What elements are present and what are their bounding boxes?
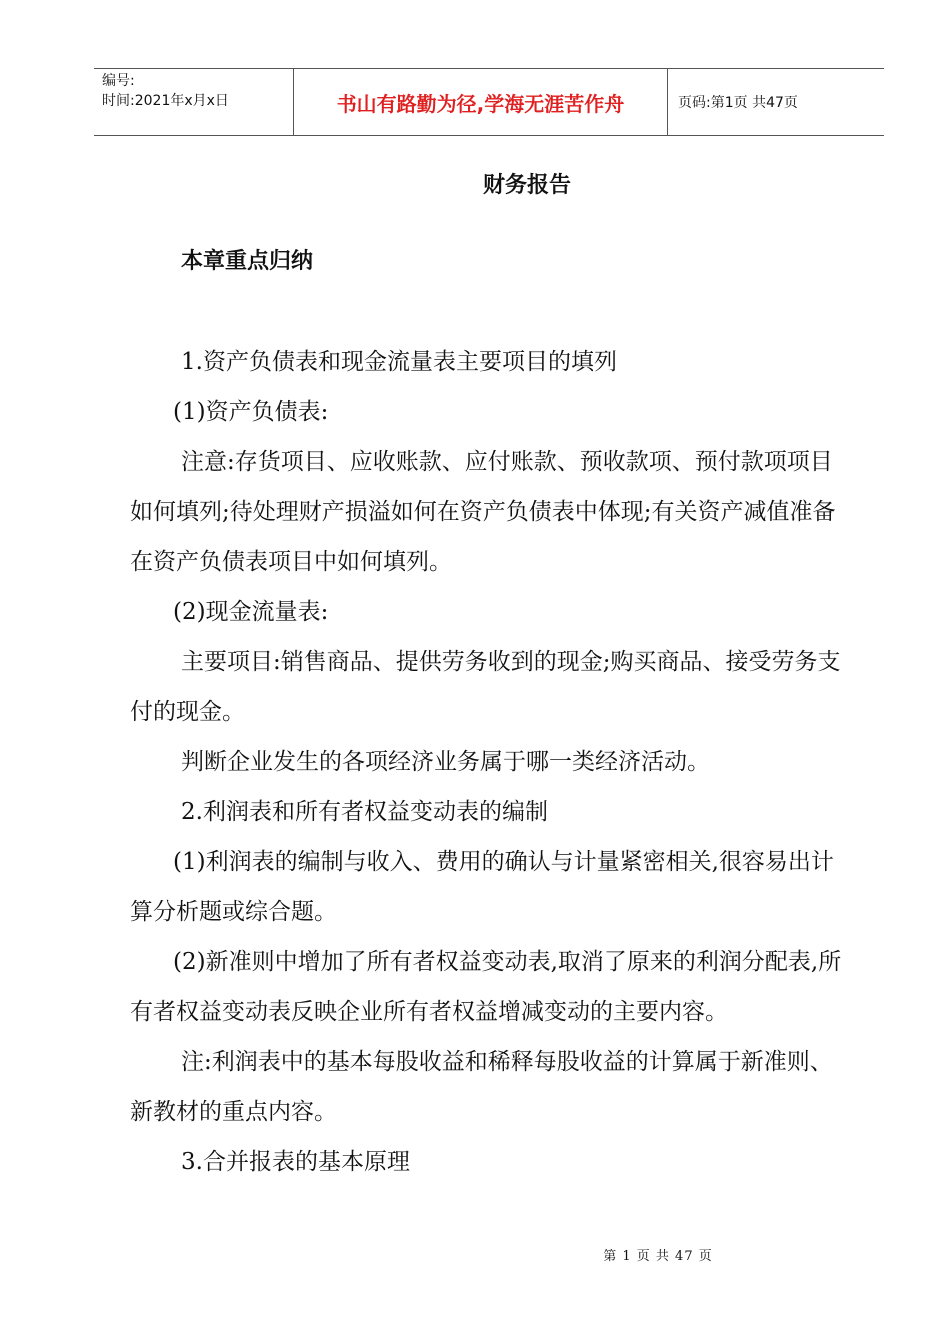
number-label: 编号:: [102, 73, 135, 89]
paragraph: (2)新准则中增加了所有者权益变动表,取消了原来的利润分配表,所有者权益变动表反映企业所有者权益增减变动的主要内容。: [130, 949, 842, 1025]
paragraph: 主要项目:销售商品、提供劳务收到的现金;购买商品、接受劳务支付的现金。: [130, 649, 841, 725]
paragraph: (1)利润表的编制与收入、费用的确认与计量紧密相关,很容易出计算分析题或综合题。: [130, 849, 834, 925]
paragraph: 判断企业发生的各项经济业务属于哪一类经济活动。: [181, 749, 710, 775]
page-footer: 第 1 页 共 47 页: [603, 1249, 713, 1264]
paragraph: (1)资产负债表:: [173, 399, 329, 425]
paragraph: 注:利润表中的基本每股收益和稀释每股收益的计算属于新准则、新教材的重点内容。: [130, 1049, 833, 1125]
paragraph: 1.资产负债表和现金流量表主要项目的填列: [181, 349, 617, 375]
paragraph: (2)现金流量表:: [173, 599, 329, 625]
paragraph: 2.利润表和所有者权益变动表的编制: [181, 799, 548, 825]
time-label: 时间:2021年x月x日: [102, 93, 229, 109]
document-body: [130, 337, 846, 1187]
page-header: [94, 68, 884, 136]
paragraph: 3.合并报表的基本原理: [181, 1149, 410, 1175]
paragraph: 注意:存货项目、应收账款、应付账款、预收款项、预付款项项目如何填列;待处理财产损溢如何在资产负债表中体现;有关资产减值准备在资产负债表项目中如何填列。: [130, 449, 836, 575]
header-motto: 书山有路勤为径,学海无涯苦作舟: [294, 69, 668, 135]
chapter-heading: 本章重点归纳: [181, 249, 314, 274]
header-meta: [94, 69, 294, 135]
header-page-info: 页码:第1页 共47页: [678, 95, 798, 111]
document-title: 财务报告: [482, 173, 571, 198]
